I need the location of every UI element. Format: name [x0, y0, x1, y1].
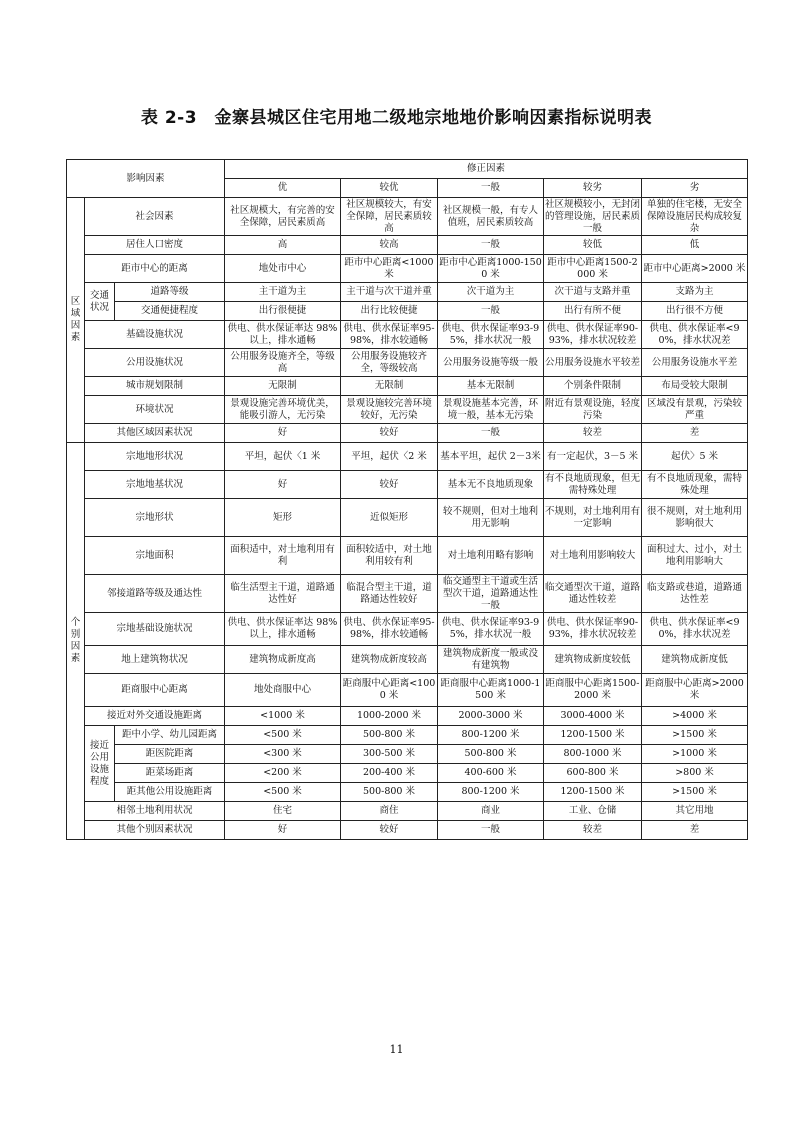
grade-cell: 500-800 米 [341, 783, 438, 802]
grade-cell: 基本无限制 [438, 377, 544, 396]
grade-cell: 一般 [438, 236, 544, 255]
individual-factor-row [67, 726, 748, 745]
grade-cell: 供电、供水保证率<90%，排水状况差 [642, 321, 748, 349]
regional-factor-row [67, 302, 748, 321]
grade-cell: 区域没有景观，污染较严重 [642, 396, 748, 424]
factor-label: 其他个别因素状况 [85, 821, 225, 840]
grade-cell: 公用服务设施水平较差 [544, 349, 642, 377]
factor-label: 居住人口密度 [85, 236, 225, 255]
factor-label: 接近对外交通设施距离 [85, 707, 225, 726]
grade-cell: 供电、供水保证率90-93%，排水状况较差 [544, 321, 642, 349]
page-title: 表 2-3 金寨县城区住宅用地二级地宗地地价影响因素指标说明表 [140, 108, 653, 128]
grade-cell: 公用服务设施较齐全，等级较高 [341, 349, 438, 377]
grade-cell: 有一定起伏，3－5 米 [544, 443, 642, 471]
factor-label: 道路等级 [115, 283, 225, 302]
grade-cell: 600-800 米 [544, 764, 642, 783]
grade-cell: 临支路或巷道，道路通达性差 [642, 575, 748, 613]
grade-cell: 较好 [341, 471, 438, 499]
regional-factor-row [67, 255, 748, 283]
grade-cell: 较低 [544, 236, 642, 255]
grade-cell: 较差 [544, 821, 642, 840]
grade-cell: 主干道为主 [225, 283, 341, 302]
individual-factor-row [67, 613, 748, 646]
grade-cell: 供电、供水保证率达 98%以上，排水通畅 [225, 321, 341, 349]
grade-cell: >1500 米 [642, 783, 748, 802]
grade-cell: 差 [642, 424, 748, 443]
grade-cell: 差 [642, 821, 748, 840]
grade-cell: 工业、仓储 [544, 802, 642, 821]
grade-cell: 一般 [438, 424, 544, 443]
grade-cell: 供电、供水保证率95-98%，排水较通畅 [341, 321, 438, 349]
regional-group-label: 区域因素 [67, 198, 85, 443]
factor-label: 距商服中心距离 [85, 674, 225, 707]
individual-factor-row [67, 471, 748, 499]
grade-cell: 地处市中心 [225, 255, 341, 283]
grade-cell: 不规则，对土地利用有一定影响 [544, 499, 642, 537]
header-grade: 优 [225, 179, 341, 198]
grade-cell: 800-1000 米 [544, 745, 642, 764]
grade-cell: 供电、供水保证率93-95%，排水状况一般 [438, 613, 544, 646]
grade-cell: 建筑物成新度较高 [341, 646, 438, 674]
grade-cell: 建筑物成新度低 [642, 646, 748, 674]
individual-group-label: 个别因素 [67, 443, 85, 840]
header-grade: 较劣 [544, 179, 642, 198]
grade-cell: 出行很不方便 [642, 302, 748, 321]
grade-cell: 1000-2000 米 [341, 707, 438, 726]
factor-label: 邻接道路等级及通达性 [85, 575, 225, 613]
grade-cell: 无限制 [225, 377, 341, 396]
grade-cell: 有不良地质现象，但无需特殊处理 [544, 471, 642, 499]
factor-label: 公用设施状况 [85, 349, 225, 377]
factor-label: 环境状况 [85, 396, 225, 424]
grade-cell: 社区规模一般，有专人值班，居民素质较高 [438, 198, 544, 236]
grade-cell: <200 米 [225, 764, 341, 783]
grade-cell: 建筑物成新度较低 [544, 646, 642, 674]
grade-cell: 供电、供水保证率95-98%，排水较通畅 [341, 613, 438, 646]
grade-cell: 临生活型主干道，道路通达性好 [225, 575, 341, 613]
grade-cell: 800-1200 米 [438, 783, 544, 802]
factor-label: 基础设施状况 [85, 321, 225, 349]
grade-cell: <500 米 [225, 783, 341, 802]
grade-cell: 距商服中心距离1000-1500 米 [438, 674, 544, 707]
header-grade: 较优 [341, 179, 438, 198]
header-factor-label: 影响因素 [67, 160, 225, 198]
regional-factor-row [67, 236, 748, 255]
grade-cell: 景观设施基本完善，环境一般，基本无污染 [438, 396, 544, 424]
regional-factor-row [67, 396, 748, 424]
grade-cell: 临混合型主干道，道路通达性较好 [341, 575, 438, 613]
factor-label: 宗地地形状况 [85, 443, 225, 471]
factor-label: 距医院距离 [115, 745, 225, 764]
grade-cell: 单独的住宅楼，无安全保障设施居民构成较复杂 [642, 198, 748, 236]
grade-cell: 景观设施完善环境优美，能吸引游人，无污染 [225, 396, 341, 424]
factor-table-body [67, 160, 748, 840]
grade-cell: 公用服务设施齐全，等级高 [225, 349, 341, 377]
grade-cell: 社区规模较大，有安全保障，居民素质较高 [341, 198, 438, 236]
grade-cell: 距商服中心距离>2000米 [642, 674, 748, 707]
grade-cell: 800-1200 米 [438, 726, 544, 745]
page-number: 11 [389, 1043, 404, 1056]
grade-cell: 300-500 米 [341, 745, 438, 764]
factor-label: 社会因素 [85, 198, 225, 236]
grade-cell: 支路为主 [642, 283, 748, 302]
factor-label: 距市中心的距离 [85, 255, 225, 283]
grade-cell: 有不良地质现象，需特殊处理 [642, 471, 748, 499]
grade-cell: <1000 米 [225, 707, 341, 726]
grade-cell: 高 [225, 236, 341, 255]
grade-cell: 个别条件限制 [544, 377, 642, 396]
grade-cell: >4000 米 [642, 707, 748, 726]
grade-cell: 社区规模大，有完善的安全保障，居民素质高 [225, 198, 341, 236]
regional-factor-row [67, 377, 748, 396]
grade-cell: 供电、供水保证率93-95%，排水状况一般 [438, 321, 544, 349]
grade-cell: 起伏〉5 米 [642, 443, 748, 471]
grade-cell: 公用服务设施水平差 [642, 349, 748, 377]
grade-cell: 200-400 米 [341, 764, 438, 783]
grade-cell: 距市中心距离>2000 米 [642, 255, 748, 283]
grade-cell: 地处商服中心 [225, 674, 341, 707]
grade-cell: 附近有景观设施，轻度污染 [544, 396, 642, 424]
individual-factor-row [67, 707, 748, 726]
grade-cell: 面积适中，对土地利用有利 [225, 537, 341, 575]
grade-cell: 矩形 [225, 499, 341, 537]
grade-cell: 其它用地 [642, 802, 748, 821]
grade-cell: 出行很便捷 [225, 302, 341, 321]
grade-cell: >1000 米 [642, 745, 748, 764]
grade-cell: 公用服务设施等级一般 [438, 349, 544, 377]
header-grade: 一般 [438, 179, 544, 198]
factor-table [66, 159, 748, 840]
grade-cell: 临交通型主干道或生活型次干道，道路通达性一般 [438, 575, 544, 613]
grade-cell: 次干道与支路并重 [544, 283, 642, 302]
regional-factor-row [67, 321, 748, 349]
individual-factor-row [67, 499, 748, 537]
grade-cell: 主干道与次干道并重 [341, 283, 438, 302]
grade-cell: 好 [225, 471, 341, 499]
header-correction-label: 修正因素 [225, 160, 748, 179]
grade-cell: 住宅 [225, 802, 341, 821]
grade-cell: 500-800 米 [438, 745, 544, 764]
grade-cell: 距市中心距离<1000米 [341, 255, 438, 283]
grade-cell: 1200-1500 米 [544, 783, 642, 802]
factor-label: 距中小学、幼儿园距离 [115, 726, 225, 745]
grade-cell: 商业 [438, 802, 544, 821]
grade-cell: 无限制 [341, 377, 438, 396]
individual-factor-row [67, 443, 748, 471]
grade-cell: 对土地利用略有影响 [438, 537, 544, 575]
factor-label: 地上建筑物状况 [85, 646, 225, 674]
grade-cell: 距商服中心距离<1000 米 [341, 674, 438, 707]
factor-label: 距其他公用设施距离 [115, 783, 225, 802]
individual-factor-row [67, 783, 748, 802]
grade-cell: 平坦，起伏〈1 米 [225, 443, 341, 471]
regional-factor-row [67, 198, 748, 236]
individual-factor-row [67, 764, 748, 783]
grade-cell: >800 米 [642, 764, 748, 783]
individual-factor-row [67, 802, 748, 821]
grade-cell: 较高 [341, 236, 438, 255]
grade-cell: 建筑物成新度高 [225, 646, 341, 674]
grade-cell: <300 米 [225, 745, 341, 764]
grade-cell: 距市中心距离1000-1500 米 [438, 255, 544, 283]
factor-label: 城市规划限制 [85, 377, 225, 396]
grade-cell: 面积过大、过小，对土地利用影响大 [642, 537, 748, 575]
grade-cell: 供电、供水保证率达 98%以上，排水通畅 [225, 613, 341, 646]
grade-cell: 供电、供水保证率90-93%，排水状况较差 [544, 613, 642, 646]
grade-cell: 面积较适中，对土地利用较有利 [341, 537, 438, 575]
grade-cell: 低 [642, 236, 748, 255]
header-grade: 劣 [642, 179, 748, 198]
individual-factor-row [67, 646, 748, 674]
grade-cell: 400-600 米 [438, 764, 544, 783]
individual-factor-row [67, 575, 748, 613]
traffic-group-label: 交通状况 [85, 283, 115, 321]
grade-cell: 距商服中心距离1500-2000 米 [544, 674, 642, 707]
grade-cell: 临交通型次干道，道路通达性较差 [544, 575, 642, 613]
grade-cell: 商住 [341, 802, 438, 821]
regional-factor-row [67, 283, 748, 302]
grade-cell: 500-800 米 [341, 726, 438, 745]
grade-cell: 景观设施较完善环境较好，无污染 [341, 396, 438, 424]
grade-cell: 基本无不良地质现象 [438, 471, 544, 499]
grade-cell: 3000-4000 米 [544, 707, 642, 726]
grade-cell: 较差 [544, 424, 642, 443]
grade-cell: 距市中心距离1500-2000 米 [544, 255, 642, 283]
grade-cell: 出行比较便捷 [341, 302, 438, 321]
grade-cell: 供电、供水保证率<90%，排水状况差 [642, 613, 748, 646]
regional-factor-row [67, 424, 748, 443]
grade-cell: 近似矩形 [341, 499, 438, 537]
grade-cell: 1200-1500 米 [544, 726, 642, 745]
factor-label: 其他区域因素状况 [85, 424, 225, 443]
grade-cell: 较不规则，但对土地利用无影响 [438, 499, 544, 537]
factor-label: 宗地基础设施状况 [85, 613, 225, 646]
grade-cell: 较好 [341, 821, 438, 840]
grade-cell: 好 [225, 424, 341, 443]
grade-cell: 一般 [438, 821, 544, 840]
grade-cell: 很不规则，对土地利用影响很大 [642, 499, 748, 537]
factor-label: 宗地地基状况 [85, 471, 225, 499]
grade-cell: 社区规模较小，无封闭的管理设施，居民素质一般 [545, 198, 641, 234]
grade-cell: 好 [225, 821, 341, 840]
grade-cell: 2000-3000 米 [438, 707, 544, 726]
factor-label: 交通便捷程度 [115, 302, 225, 321]
individual-factor-row [67, 537, 748, 575]
grade-cell: 基本平坦，起伏 2－3米 [438, 443, 544, 471]
individual-factor-row [67, 821, 748, 840]
grade-cell: 布局受较大限制 [642, 377, 748, 396]
access-group-label: 接近公用设施程度 [85, 726, 115, 802]
factor-label: 宗地面积 [85, 537, 225, 575]
grade-cell: >1500 米 [642, 726, 748, 745]
factor-label: 距菜场距离 [115, 764, 225, 783]
grade-cell: 建筑物成新度一般或没有建筑物 [438, 646, 544, 674]
grade-cell: 对土地利用影响较大 [544, 537, 642, 575]
grade-cell: 一般 [438, 302, 544, 321]
regional-factor-row [67, 349, 748, 377]
factor-label: 相邻土地利用状况 [85, 802, 225, 821]
individual-factor-row [67, 674, 748, 707]
grade-cell: 出行有所不便 [544, 302, 642, 321]
grade-cell: 次干道为主 [438, 283, 544, 302]
individual-factor-row [67, 745, 748, 764]
grade-cell: <500 米 [225, 726, 341, 745]
header-row-1 [67, 160, 748, 179]
grade-cell: 较好 [341, 424, 438, 443]
factor-label: 宗地形状 [85, 499, 225, 537]
grade-cell: 平坦，起伏〈2 米 [341, 443, 438, 471]
